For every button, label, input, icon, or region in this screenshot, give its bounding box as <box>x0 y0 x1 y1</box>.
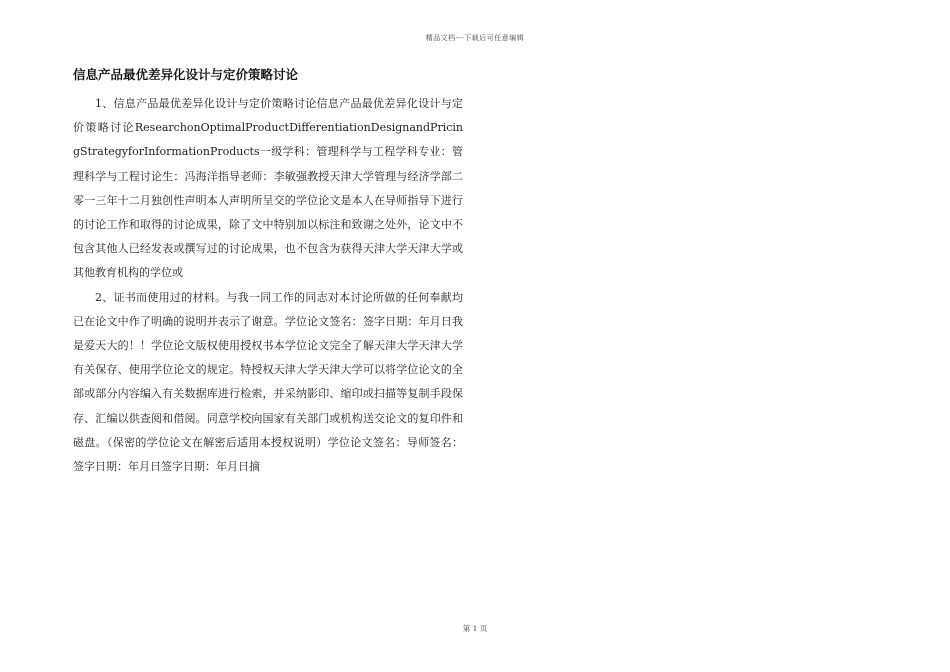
paragraph-2: 2、证书而使用过的材料。与我一同工作的同志对本讨论所做的任何奉献均已在论文中作了明确的说明并表示了谢意。学位论文签名：签字日期：年月日我是爱天大的！！学位论文版权使用授权书本学位论文完全了解天津大学天津大学有关保存、使用学位论文的规定。特授权天津大学天津大学可以将学位论文的全部或部分内容编入有关数据库进行检索，并采纳影印、缩印或扫描等复制手段保存、汇编以供查阅和借阅。同意学校向国家有关部门或机构送交论文的复印件和磁盘。（保密的学位论文在解密后适用本授权说明）学位论文签名：导师签名：签字日期：年月日签字日期：年月日摘 <box>73 290 463 474</box>
document-title: 信息产品最优差异化设计与定价策略讨论 <box>73 67 299 82</box>
page-header: 精品文档---下载后可任意编辑 <box>425 34 525 42</box>
page-number: 第 1 页 <box>462 624 488 633</box>
paragraph-1: 1、信息产品最优差异化设计与定价策略讨论信息产品最优差异化设计与定价策略讨论ResearchonOptimalProductDifferentiationDesignandPricingStrategyforInformationProducts一级学科：管理科学与工程学科专业：管理科学与工程讨论生：冯海洋指导老师：李敏强教授天津大学管理与经济学部二零一三年十二月独创性声明本人声明所呈交的学位论文是本人在导师指导下进行的讨论工作和取得的讨论成果，除了文中特别加以标注和致谢之处外，论文中不包含其他人已经发表或撰写过的讨论成果，也不包含为获得天津大学天津大学或其他教育机构的学位或 <box>73 97 463 280</box>
document-body <box>73 66 463 479</box>
